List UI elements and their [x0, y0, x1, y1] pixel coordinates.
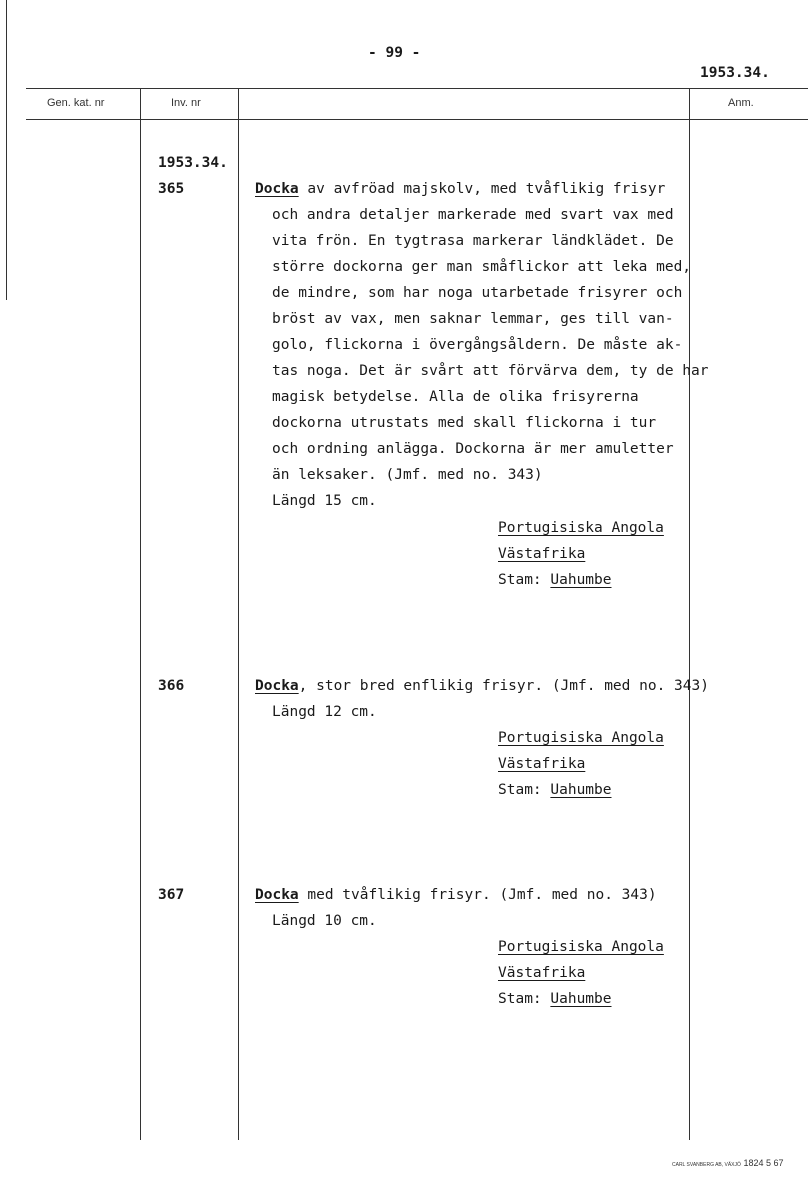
provenance-block — [498, 515, 664, 593]
inventory-number: 365 — [158, 181, 185, 197]
entry-description — [272, 202, 709, 514]
entry-title: Docka — [255, 887, 299, 903]
provenance-block — [498, 725, 664, 803]
printer-imprint — [672, 1158, 783, 1168]
description-line: bröst av vax, men saknar lemmar, ges till van- — [272, 311, 674, 327]
entry-description — [272, 699, 377, 725]
printer-name: CARL SVANBERG AB, VÄXJÖ — [672, 1162, 741, 1168]
length-line: Längd 15 cm. — [272, 493, 377, 509]
tribe-line — [498, 986, 664, 1012]
inventory-number: 366 — [158, 678, 185, 694]
entry-title: Docka — [255, 678, 299, 694]
tribe-name: Uahumbe — [550, 991, 612, 1007]
entry-title: Docka — [255, 181, 299, 197]
entry-description — [272, 908, 377, 934]
column-header-inv: Inv. nr — [171, 97, 201, 109]
entry-first-line — [255, 673, 709, 699]
origin: Portugisiska Angola — [498, 939, 664, 955]
tribe-name: Uahumbe — [550, 782, 612, 798]
column-header-anm: Anm. — [728, 97, 754, 109]
length-line: Längd 10 cm. — [272, 913, 377, 929]
length-line: Längd 12 cm. — [272, 704, 377, 720]
inventory-number: 367 — [158, 887, 185, 903]
column-divider-1 — [140, 88, 141, 1140]
reference-number: 1953.34. — [700, 65, 770, 81]
region: Västafrika — [498, 546, 586, 562]
entry-first-line-text: , stor bred enflikig frisyr. (Jmf. med no. 343) — [298, 678, 709, 694]
origin: Portugisiska Angola — [498, 730, 664, 746]
tribe-label: Stam: — [498, 572, 551, 588]
description-line: större dockorna ger man småflickor att leka med, — [272, 259, 692, 275]
entry-first-line — [255, 882, 657, 908]
description-line: än leksaker. (Jmf. med no. 343) — [272, 467, 543, 483]
header-bottom-rule — [26, 119, 808, 120]
description-line: de mindre, som har noga utarbetade frisyrer och — [272, 285, 683, 301]
tribe-line — [498, 777, 664, 803]
column-header-gen-kat: Gen. kat. nr — [47, 97, 105, 109]
description-line: och andra detaljer markerade med svart vax med — [272, 207, 674, 223]
entry-first-line-text: av avfröad majskolv, med tvåflikig frisyr — [298, 181, 666, 197]
tribe-name: Uahumbe — [550, 572, 612, 588]
tribe-line — [498, 567, 664, 593]
description-line: och ordning anlägga. Dockorna är mer amuletter — [272, 441, 674, 457]
form-number: 1824 5 67 — [743, 1158, 784, 1168]
column-divider-2 — [238, 88, 239, 1140]
description-line: dockorna utrustats med skall flickorna i tur — [272, 415, 657, 431]
description-line: vita frön. En tygtrasa markerar ländklädet. De — [272, 233, 674, 249]
header-top-rule — [26, 88, 808, 89]
region: Västafrika — [498, 965, 586, 981]
left-margin-line — [6, 0, 7, 300]
provenance-block — [498, 934, 664, 1012]
description-line: golo, flickorna i övergångsåldern. De måste ak- — [272, 337, 683, 353]
entry-first-line — [255, 176, 665, 202]
region: Västafrika — [498, 756, 586, 772]
description-line: magisk betydelse. Alla de olika frisyrerna — [272, 389, 639, 405]
page-number: - 99 - — [368, 45, 421, 61]
origin: Portugisiska Angola — [498, 520, 664, 536]
entry-first-line-text: med tvåflikig frisyr. (Jmf. med no. 343) — [298, 887, 657, 903]
tribe-label: Stam: — [498, 782, 551, 798]
tribe-label: Stam: — [498, 991, 551, 1007]
description-line: tas noga. Det är svårt att förvärva dem, ty de har — [272, 363, 709, 379]
group-number: 1953.34. — [158, 155, 228, 171]
